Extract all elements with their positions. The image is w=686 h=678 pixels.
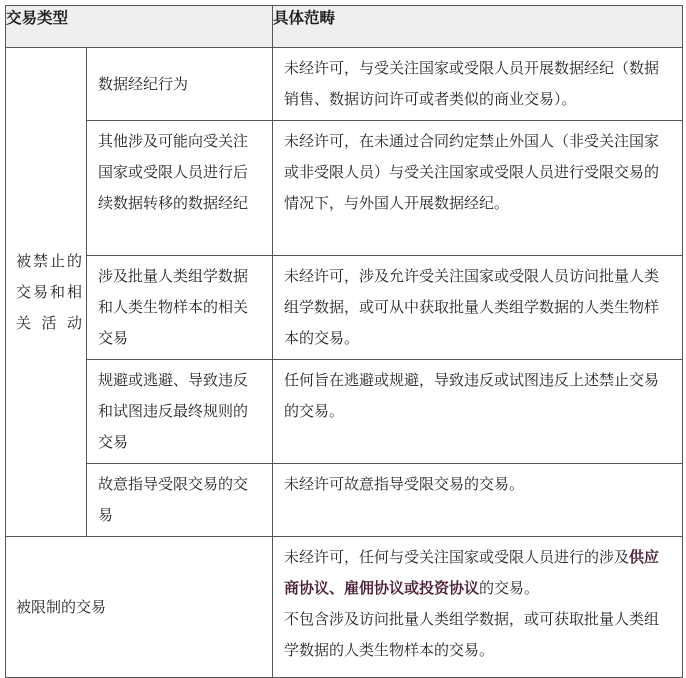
table-row (6, 121, 683, 256)
description-cell: 未经许可，在未通过合同约定禁止外国人（非受关注国家或非受限人员）与受关注国家或受限人员进行受限交易的情况下，与外国人开展数据经纪。 (273, 121, 683, 256)
table-header-row (6, 6, 683, 48)
table-row (6, 360, 683, 464)
header-transaction-type: 交易类型 (6, 6, 273, 48)
subtype-cell: 数据经纪行为 (87, 48, 273, 121)
table-row (6, 48, 683, 121)
restricted-desc-bold: 供应商协议、雇佣协议或投资协议 (284, 548, 660, 597)
restricted-desc-after: 的交易。 (479, 579, 540, 597)
table-row (6, 537, 683, 678)
category-restricted: 被限制的交易 (6, 537, 273, 678)
description-cell-restricted (273, 537, 683, 678)
header-specific-scope: 具体范畴 (273, 6, 683, 48)
transaction-types-table (5, 5, 683, 678)
description-cell: 未经许可故意指导受限交易的交易。 (273, 464, 683, 537)
description-cell: 未经许可，涉及允许受关注国家或受限人员访问批量人类组学数据，或可从中获取批量人类组学数据的人类生物样本的交易。 (273, 256, 683, 360)
restricted-desc-note: 不包含涉及访问批量人类组学数据，或可获取批量人类组学数据的人类生物样本的交易。 (284, 610, 660, 659)
subtype-cell: 其他涉及可能向受关注国家或受限人员进行后续数据转移的数据经纪 (87, 121, 273, 256)
table-row (6, 464, 683, 537)
description-cell: 未经许可，与受关注国家或受限人员开展数据经纪（数据销售、数据访问许可或者类似的商业交易）。 (273, 48, 683, 121)
subtype-cell: 规避或逃避、导致违反和试图违反最终规则的交易 (87, 360, 273, 464)
subtype-cell: 涉及批量人类组学数据和人类生物样本的相关交易 (87, 256, 273, 360)
table-row (6, 256, 683, 360)
category-prohibited: 被禁止的交易和相关活动 (6, 48, 87, 537)
description-cell: 任何旨在逃避或规避，导致违反或试图违反上述禁止交易的交易。 (273, 360, 683, 464)
subtype-cell: 故意指导受限交易的交易 (87, 464, 273, 537)
restricted-desc-before: 未经许可，任何与受关注国家或受限人员进行的涉及 (284, 548, 630, 566)
